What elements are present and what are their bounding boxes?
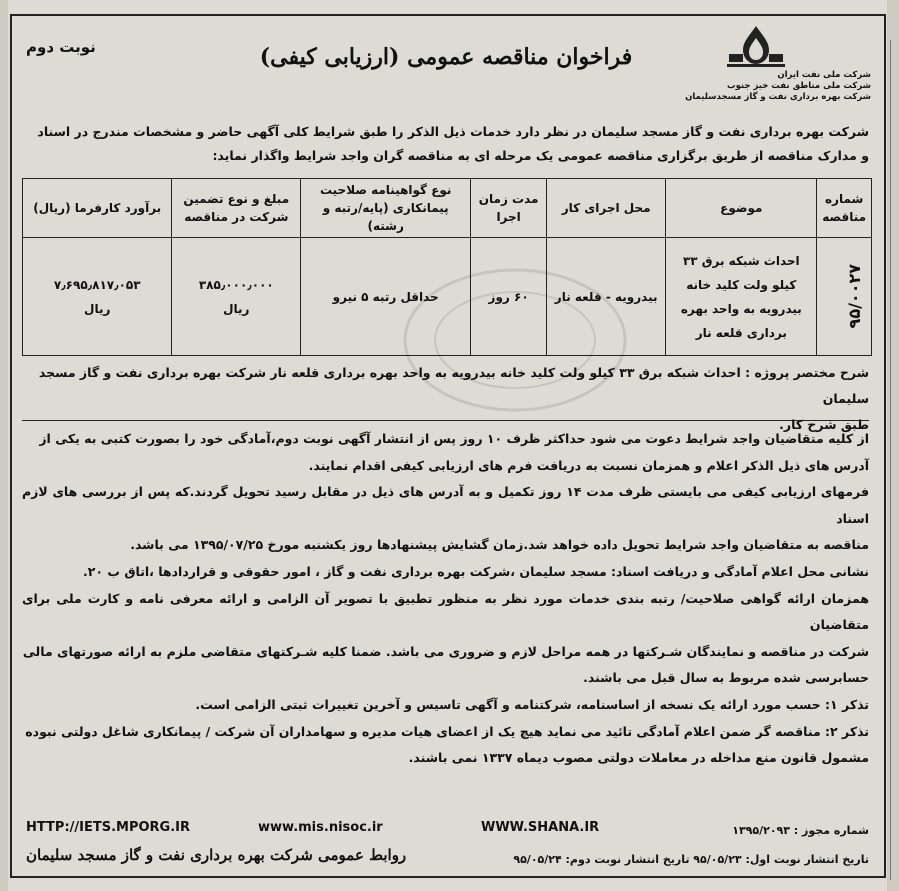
link-shana[interactable]: WWW.SHANA.IR: [481, 820, 600, 835]
scan-fold-line: [890, 40, 891, 880]
summary-line: شرح مختصر پروژه : احداث شبکه برق ۳۳ کیلو ولت کلید خانه بیدرویه به واحد بهره برداری قلعه نار شرکت بهره برداری نفت و گاز مسجد سلیمان: [38, 365, 869, 406]
estimate-amount: ۷٫۶۹۵٫۸۱۷٫۰۵۳: [53, 277, 141, 292]
intro-line: شرکت بهره برداری نفت و گاز مسجد سلیمان در نظر دارد خدمات ذیل الذکر را طبق شرایط کلی آگهی حاضر و مشخصات مندرج در اسناد: [37, 124, 869, 139]
tender-number: ۹۵/۰۰۲۷: [845, 264, 864, 329]
header-tender-number: شماره مناقصه: [817, 179, 872, 238]
notice-title: فراخوان مناقصه عمومی (ارزیابی کیفی): [259, 44, 633, 70]
nioc-logo-icon: [723, 24, 789, 68]
table-header-row: [23, 179, 872, 238]
body-line: آدرس های ذیل الذکر اعلام و همزمان نسبت به دریافت فرم های ارزیابی کیفی اقدام نمایند.: [308, 457, 869, 473]
estimate-unit: ریال: [84, 301, 111, 316]
header-bond: مبلغ و نوع تضمین شرکت در مناقصه: [172, 179, 301, 238]
header-subject: موضوع: [666, 179, 817, 238]
company-block: [641, 70, 871, 103]
bond-amount: ۳۸۵٫۰۰۰٫۰۰۰: [198, 277, 274, 292]
intro-line: و مدارک مناقصه از طریق برگزاری مناقصه عمومی یک مرحله ای به مناقصه گران واجد شرایط واگذار نماید:: [212, 148, 869, 163]
publish-dates: تاریخ انتشار نوبت اول: ۹۵/۰۵/۲۳ تاریخ انتشار نوبت دوم: ۹۵/۰۵/۲۴: [513, 853, 869, 866]
project-summary: [22, 360, 869, 432]
summary-line: طبق شرح کار.: [779, 417, 869, 432]
company-line: شرکت بهره برداری نفت و گاز مسجدسلیمان: [685, 92, 871, 102]
body-line: مناقصه به متقاضیان واجد شرایط تحویل داده خواهد شد.زمان گشایش پیشنهادها روز یکشنبه مورخ ۱۳۹۵/۰۷/۲۵ می باشد.: [130, 537, 869, 553]
body-line: شرکت در مناقصه و نمایندگان شـرکتها در همه مراحل لازم و ضروری می باشد. ضمنا کلیه شـرکتهای متقاضی ملزم به ارائه صورتهای مالی: [22, 643, 869, 659]
company-line: شرکت ملی نفت ایران: [777, 70, 871, 80]
cell-estimate: [23, 238, 172, 356]
body-line: تذکر ۲: مناقصه گر ضمن اعلام آمادگی تائید می نماید هیچ یک از اعضای هیات مدیره و سهامداران آن شرکت / پیمانکاری شاغل دولتی نبوده: [25, 723, 869, 739]
body-line: تذکر ۱: حسب مورد ارائه یک نسخه از اساسنامه، شرکتنامه و آگهی تاسیس و آخرین تغییرات ثبتی الزامی است.: [195, 696, 869, 712]
intro-paragraph: [22, 120, 869, 168]
body-line: از کلیه متقاضیان واجد شرایط دعوت می شود حداکثر ظرف ۱۰ روز پس از انتشار آگهی نوبت دوم،آمادگی خود را بصورت کتبی به یکی از: [39, 431, 869, 446]
body-line: فرمهای ارزیابی کیفی می بایستی ظرف مدت ۱۴ روز تکمیل و به آدرس های ذیل در مقابل رسید تحویل گردند.که پس از بررسی های لازم اسناد: [22, 484, 870, 526]
body-line: نشانی محل اعلام آمادگی و دریافت اسناد: مسجد سلیمان ،شرکت بهره برداری نفت و گاز ، امور حقوقی و قراردادها ،اتاق ب ۲۰.: [83, 563, 869, 579]
company-line: شرکت ملی مناطق نفت خیز جنوب: [727, 81, 871, 91]
cell-certificate: حداقل رتبه ۵ نیرو: [301, 238, 471, 356]
bond-unit: ریال: [223, 301, 250, 316]
link-mis[interactable]: www.mis.nisoc.ir: [258, 820, 383, 835]
scan-edge-right: [887, 0, 899, 891]
cell-location: بیدرویه - قلعه نار: [546, 238, 665, 356]
conditions-body: [22, 426, 869, 772]
body-line: همزمان ارائه گواهی صلاحیت/ رتبه بندی خدمات مورد نظر به منظور تطبیق با تصویر آن الزامی و ارائه معرفی نامه و کارت ملی برای متقاضیان: [22, 590, 869, 633]
cell-tender-number: [817, 238, 872, 356]
table-row: [23, 238, 872, 356]
public-relations-signature: روابط عمومی شرکت بهره برداری نفت و گاز مسجد سلیمان: [26, 846, 407, 864]
header-estimate: برآورد کارفرما (ریال): [23, 179, 172, 238]
cell-subject: احداث شبکه برق ۳۳ کیلو ولت کلید خانه بیدرویه به واحد بهره برداری قلعه نار: [666, 238, 817, 356]
cell-duration: ۶۰ روز: [471, 238, 547, 356]
header-duration: مدت زمان اجرا: [471, 179, 547, 238]
round-label: نوبت دوم: [26, 38, 96, 56]
body-line: مشمول قانون منع مداخله در معاملات دولتی مصوب دیماه ۱۳۳۷ نمی باشند.: [408, 750, 869, 766]
header-location: محل اجرای کار: [546, 179, 665, 238]
body-line: حسابرسی شده مربوط به سال قبل می باشند.: [583, 670, 869, 686]
tender-table: [22, 178, 872, 356]
cell-bond: [172, 238, 301, 356]
header-certificate: نوع گواهینامه صلاحیت پیمانکاری (پایه/رتبه و رشته): [301, 179, 471, 238]
link-iets[interactable]: HTTP://IETS.MPORG.IR: [26, 820, 191, 835]
scan-edge-left: [0, 0, 8, 891]
permit-number: شماره مجوز : ۱۳۹۵/۲۰۹۳: [732, 824, 869, 837]
